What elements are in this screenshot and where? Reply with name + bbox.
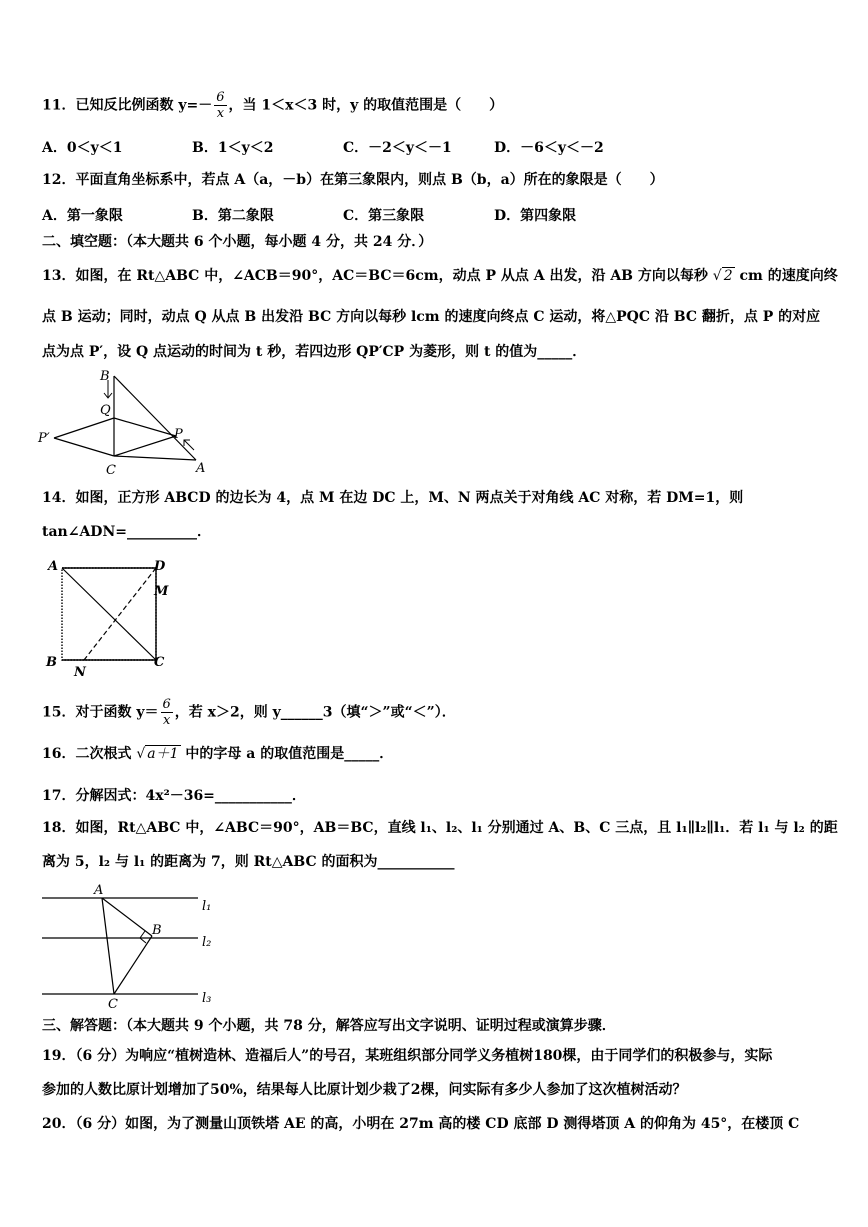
q14-label-b: B: [46, 655, 57, 670]
section-3-heading: 三、解答题：（本大题共 9 个小题，共 78 分，解答应写出文字说明、证明过程或演算步骤．: [42, 1018, 616, 1034]
q13-label-q: Q: [100, 403, 111, 418]
q13-diagram: [36, 366, 216, 478]
q12-option-b: B．第二象限: [192, 208, 274, 224]
q13-line-1b: cm 的速度向终: [739, 268, 838, 284]
q11-denominator: x: [216, 106, 225, 121]
q13-line-1a: 13．如图，在 Rt△ABC 中，∠ACB＝90°，AC＝BC＝6cm，动点 P 从点 A 出发，沿 AB 方向以每秒: [42, 268, 708, 284]
q14-line-2: tan∠ADN=__________．: [42, 524, 211, 540]
q11-post: ，当 1＜x＜3 时，y 的取值范围是（ ）: [228, 97, 504, 114]
q18-line-1: 18．如图，Rt△ABC 中，∠ABC＝90°，AB＝BC，直线 l₁、l₂、l₁ 分别通过 A、B、C 三点，且 l₁∥l₂∥l₁．若 l₁ 与 l₂ 的距: [42, 820, 838, 836]
q13-label-a: A: [196, 461, 206, 476]
q11-numerator: 6: [216, 90, 225, 105]
q15-fraction: [161, 697, 173, 728]
q14-label-n: N: [74, 665, 86, 680]
q18-diagram: [36, 882, 226, 1012]
q13-label-b: B: [100, 369, 110, 384]
q18-label-l1: l₁: [202, 899, 212, 914]
q20-line-1: 20．（6 分）如图，为了测量山顶铁塔 AE 的高，小明在 27m 高的楼 CD 底部 D 测得塔顶 A 的仰角为 45°，在楼顶 C: [42, 1116, 800, 1132]
q18-label-l3: l₃: [202, 991, 212, 1006]
q11-fraction: [214, 90, 226, 121]
q14-label-d: D: [154, 559, 166, 574]
q15-numerator: 6: [162, 697, 171, 712]
q13-line-2: 点 B 运动；同时，动点 Q 从点 B 出发沿 BC 方向以每秒 lcm 的速度向终点 C 运动，将△PQC 沿 BC 翻折，点 P 的对应: [42, 309, 821, 325]
q15-stem: [42, 697, 456, 728]
q14-label-c: C: [154, 655, 165, 670]
q12-option-a: A．第一象限: [42, 208, 123, 224]
section-2-heading: 二、填空题：（本大题共 6 个小题，每小题 4 分，共 24 分．）: [42, 234, 433, 250]
q16-radicand: a＋1: [147, 746, 179, 762]
q11-pre: 11．已知反比例函数 y=－: [42, 97, 213, 114]
q12-stem: 12．平面直角坐标系中，若点 A（a，－b）在第三象限内，则点 B（b，a）所在的象限是（ ）: [42, 172, 664, 188]
q11-option-b: B．1＜y＜2: [192, 140, 274, 156]
q18-label-b: B: [152, 923, 162, 938]
q11-stem: [42, 90, 503, 121]
q13-label-p: P: [174, 427, 183, 442]
q11-option-a: A．0＜y＜1: [42, 140, 123, 156]
q18-label-c: C: [108, 997, 118, 1012]
q16-sqrt: √ a＋1: [136, 746, 179, 762]
q15-post: ，若 x＞2，则 y______3（填“＞”或“＜”）．: [174, 704, 456, 721]
q14-line-1: 14．如图，正方形 ABCD 的边长为 4，点 M 在边 DC 上，M、N 两点关于对角线 AC 对称，若 DM=1，则: [42, 490, 744, 506]
q15-pre: 15．对于函数 y＝: [42, 704, 159, 721]
q12-option-c: C．第三象限: [343, 208, 425, 224]
q14-label-m: M: [154, 584, 169, 599]
q13-label-p-prime: P′: [38, 431, 50, 446]
q12-option-d: D．第四象限: [494, 208, 577, 224]
q19-line-2: 参加的人数比原计划增加了50%，结果每人比原计划少栽了2棵，问实际有多少人参加了这次植树活动？: [42, 1082, 687, 1098]
q15-denominator: x: [162, 713, 171, 728]
q18-line-2: 离为 5，l₂ 与 l₁ 的距离为 7，则 Rt△ABC 的面积为___________: [42, 854, 455, 870]
q18-label-a: A: [94, 883, 104, 898]
q11-option-d: D．－6＜y＜－2: [494, 140, 604, 156]
q13-line-3: 点为点 P′，设 Q 点运动的时间为 t 秒，若四边形 QP′CP 为菱形，则 t 的值为_____．: [42, 344, 587, 360]
q16-stem: [42, 744, 393, 764]
q13-label-c: C: [106, 463, 116, 478]
q18-label-l2: l₂: [202, 935, 212, 950]
q13-sqrt: √ 2: [712, 268, 733, 284]
q13-sqrt-radicand: 2: [723, 268, 733, 284]
q16-pre: 16．二次根式: [42, 746, 132, 762]
q19-line-1: 19．（6 分）为响应“植树造林、造福后人”的号召，某班组织部分同学义务植树180棵，由于同学们的积极参与，实际: [42, 1048, 773, 1064]
q16-post: 中的字母 a 的取值范围是_____．: [185, 746, 394, 762]
q13-line-1: [42, 266, 838, 286]
q14-diagram: [44, 556, 184, 680]
q11-option-c: C．－2＜y＜－1: [343, 140, 452, 156]
q14-label-a: A: [48, 559, 59, 574]
q17-stem: 17．分解因式：4x²－36=___________．: [42, 788, 306, 804]
